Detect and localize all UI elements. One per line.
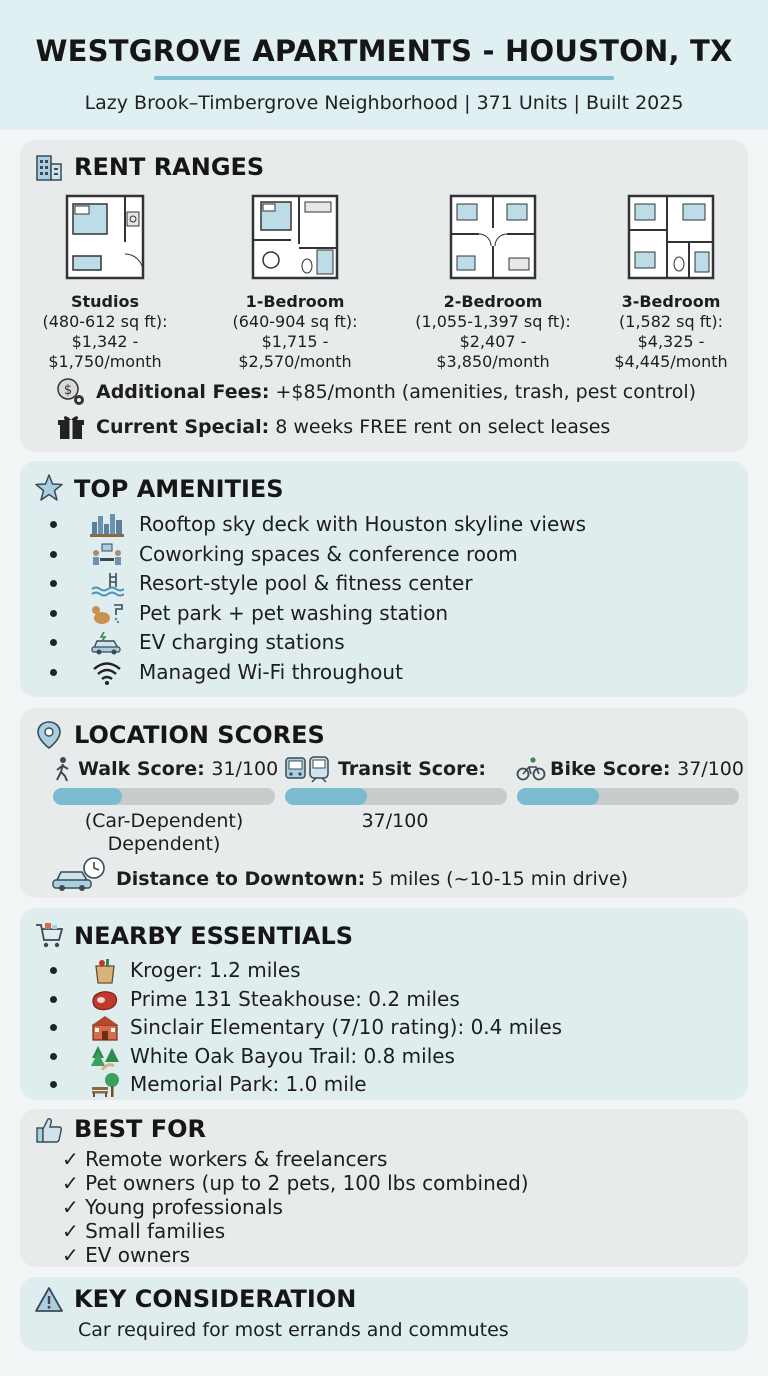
bus-train-icon: [284, 755, 332, 783]
coworking-icon: [90, 542, 124, 568]
list-item: ✓ Pet owners (up to 2 pets, 100 lbs combined): [62, 1171, 529, 1195]
consideration-text: Car required for most errands and commutes: [78, 1319, 509, 1341]
rent-ranges-card: [20, 140, 748, 452]
building-icon: [34, 152, 64, 182]
amenity-text: Resort-style pool & fitness center: [139, 571, 473, 595]
distance-to-downtown: [116, 868, 628, 890]
transit-score: [284, 758, 506, 788]
walk-score-note-line2: Dependent): [107, 833, 221, 855]
fees-label: Additional Fees:: [96, 381, 270, 403]
bike-score-value: 37/100: [677, 758, 744, 780]
title-underline: [154, 76, 614, 80]
studio-floorplan-icon: [65, 194, 145, 280]
unit-name: Studios: [70, 292, 139, 311]
transit-score-label: Transit Score:: [338, 758, 486, 780]
walking-person-icon: [52, 756, 74, 782]
list-item: ✓ Small families: [62, 1219, 226, 1243]
unit-size: (640-904 sq ft):: [232, 312, 358, 331]
list-item: ✓ Remote workers & freelancers: [62, 1147, 388, 1171]
unit-name: 3-Bedroom: [621, 292, 721, 311]
key-consideration-card: [20, 1277, 748, 1351]
unit-three-bedroom: [586, 194, 756, 372]
essential-text: Sinclair Elementary (7/10 rating): 0.4 miles: [130, 1015, 563, 1039]
best-for-list: [62, 1147, 529, 1267]
top-amenities-card: [20, 461, 748, 697]
trail-icon: [90, 1044, 120, 1070]
unit-price-max: $2,570/month: [238, 352, 352, 371]
distance-value: 5 miles (~10-15 min drive): [371, 868, 629, 890]
unit-price-max: $4,445/month: [614, 352, 728, 371]
warning-icon: [34, 1285, 64, 1315]
best-for-title: BEST FOR: [74, 1115, 206, 1143]
essentials-title: NEARBY ESSENTIALS: [74, 922, 354, 950]
location-scores-card: [20, 708, 748, 898]
wifi-icon: [90, 660, 124, 686]
bike-score-fill: [517, 788, 599, 805]
amenity-text: Pet park + pet washing station: [139, 600, 449, 625]
nearby-essentials-card: [20, 908, 748, 1100]
ev-car-icon: [90, 630, 124, 656]
unit-name: 2-Bedroom: [443, 292, 543, 311]
amenity-text: Managed Wi-Fi throughout: [139, 659, 403, 684]
unit-price-min: $1,715 -: [261, 332, 329, 351]
list-item: ✓ EV owners: [62, 1243, 191, 1267]
gift-icon: [56, 412, 86, 442]
rent-ranges-title: RENT RANGES: [74, 153, 265, 181]
park-bench-icon: [90, 1072, 120, 1098]
map-pin-icon: [34, 720, 64, 750]
unit-name: 1-Bedroom: [245, 292, 345, 311]
school-icon: [90, 1015, 120, 1041]
distance-label: Distance to Downtown:: [116, 868, 366, 890]
pool-icon: [90, 571, 124, 597]
steak-icon: [90, 987, 120, 1013]
fee-coins-icon: [56, 377, 86, 407]
special-label: Current Special:: [96, 416, 270, 438]
walk-score-bar: [53, 788, 275, 805]
consideration-title: KEY CONSIDERATION: [74, 1285, 357, 1313]
walk-score-note-line1: (Car-Dependent): [84, 810, 244, 832]
location-title: LOCATION SCORES: [74, 721, 325, 749]
page-subtitle: Lazy Brook–Timbergrove Neighborhood | 371 Units | Built 2025: [84, 92, 684, 114]
unit-size: (1,055-1,397 sq ft):: [415, 312, 571, 331]
special-value: 8 weeks FREE rent on select leases: [275, 416, 611, 438]
fees-value: +$85/month (amenities, trash, pest control): [275, 381, 697, 403]
walk-score-fill: [53, 788, 122, 805]
unit-size: (1,582 sq ft):: [619, 312, 723, 331]
unit-price-max: $3,850/month: [436, 352, 550, 371]
bike-score-bar: [517, 788, 739, 805]
walk-score-value: 31/100: [211, 758, 279, 780]
page-title: WESTGROVE APARTMENTS - HOUSTON, TX: [35, 34, 733, 68]
essential-text: White Oak Bayou Trail: 0.8 miles: [130, 1043, 455, 1068]
transit-score-bar: [285, 788, 507, 805]
transit-score-value: 37/100: [361, 810, 429, 832]
unit-studio: [20, 194, 190, 372]
essential-text: Memorial Park: 1.0 mile: [130, 1072, 367, 1096]
amenity-text: EV charging stations: [139, 630, 345, 654]
pet-icon: [90, 601, 124, 627]
essential-text: Prime 131 Steakhouse: 0.2 miles: [130, 986, 460, 1011]
page-header: [0, 0, 768, 130]
thumbs-up-icon: [34, 1115, 64, 1145]
unit-price-min: $1,342 -: [71, 332, 139, 351]
essential-text: Kroger: 1.2 miles: [130, 958, 301, 982]
list-item: ✓ Young professionals: [62, 1195, 283, 1219]
walk-score-label: Walk Score:: [78, 758, 205, 780]
skyline-icon: [90, 512, 124, 538]
two-bedroom-floorplan-icon: [449, 194, 537, 280]
three-bedroom-floorplan-icon: [627, 194, 715, 280]
amenity-text: Coworking spaces & conference room: [139, 541, 518, 566]
unit-one-bedroom: [210, 194, 380, 372]
amenity-text: Rooftop sky deck with Houston skyline views: [139, 512, 587, 536]
bike-score-label: Bike Score:: [550, 758, 671, 780]
svg-text:$: $: [63, 383, 73, 398]
walk-score: [52, 758, 279, 788]
shopping-cart-icon: [34, 920, 64, 950]
star-icon: [34, 473, 64, 503]
amenities-title: TOP AMENITIES: [74, 475, 284, 503]
one-bedroom-floorplan-icon: [251, 194, 339, 280]
unit-price-min: $2,407 -: [459, 332, 527, 351]
unit-price-min: $4,325 -: [637, 332, 705, 351]
best-for-card: [20, 1109, 748, 1267]
unit-two-bedroom: [408, 194, 578, 372]
unit-price-max: $1,750/month: [48, 352, 162, 371]
bike-score: [516, 758, 744, 788]
transit-score-fill: [285, 788, 367, 805]
grocery-bag-icon: [90, 958, 120, 984]
car-clock-icon: [50, 856, 106, 892]
unit-size: (480-612 sq ft):: [42, 312, 168, 331]
cyclist-icon: [516, 756, 546, 782]
